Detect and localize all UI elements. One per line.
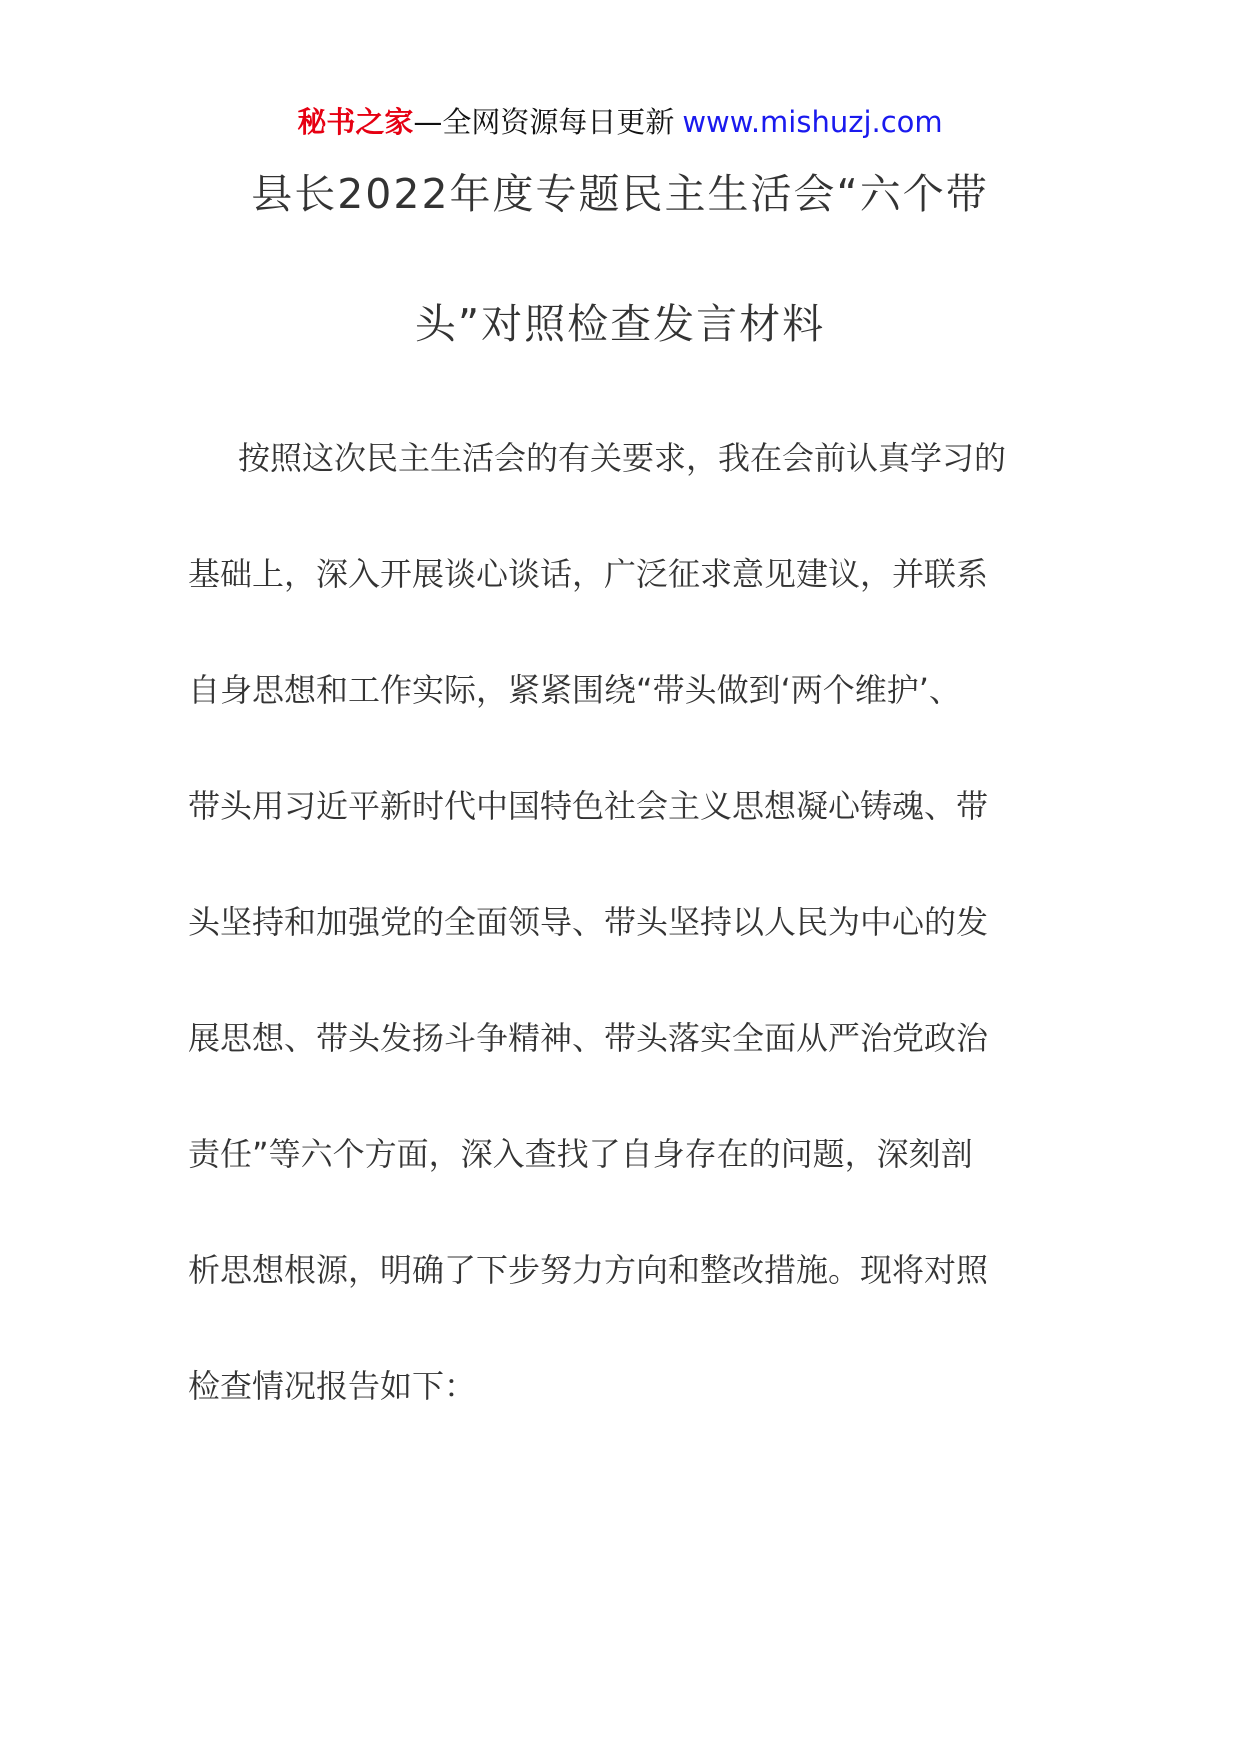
body-line-4: 带头用习近平新时代中国特色社会主义思想凝心铸魂、带 [188,787,989,825]
header-slogan: —全网资源每日更新 [413,105,675,139]
document-title-line-1: 县长2022年度专题民主生活会“六个带 [251,170,989,218]
body-line-7: 责任”等六个方面，深入查找了自身存在的问题，深刻剖 [188,1135,973,1173]
body-line-6: 展思想、带头发扬斗争精神、带头落实全面从严治党政治 [188,1019,989,1057]
site-url-link[interactable]: www.mishuzj.com [682,105,943,139]
document-title-line-2: 头”对照检查发言材料 [414,300,826,348]
body-line-9: 检查情况报告如下： [188,1367,477,1405]
body-line-8: 析思想根源，明确了下步努力方向和整改措施。现将对照 [188,1251,989,1289]
site-header [0,102,1240,142]
body-line-2: 基础上，深入开展谈心谈话，广泛征求意见建议，并联系 [188,555,989,593]
brand-name: 秘书之家 [297,105,414,139]
body-line-3: 自身思想和工作实际，紧紧围绕“带头做到‘两个维护’、 [188,671,961,709]
body-line-1: 按照这次民主生活会的有关要求，我在会前认真学习的 [238,439,1007,477]
body-line-5: 头坚持和加强党的全面领导、带头坚持以人民为中心的发 [188,903,989,941]
